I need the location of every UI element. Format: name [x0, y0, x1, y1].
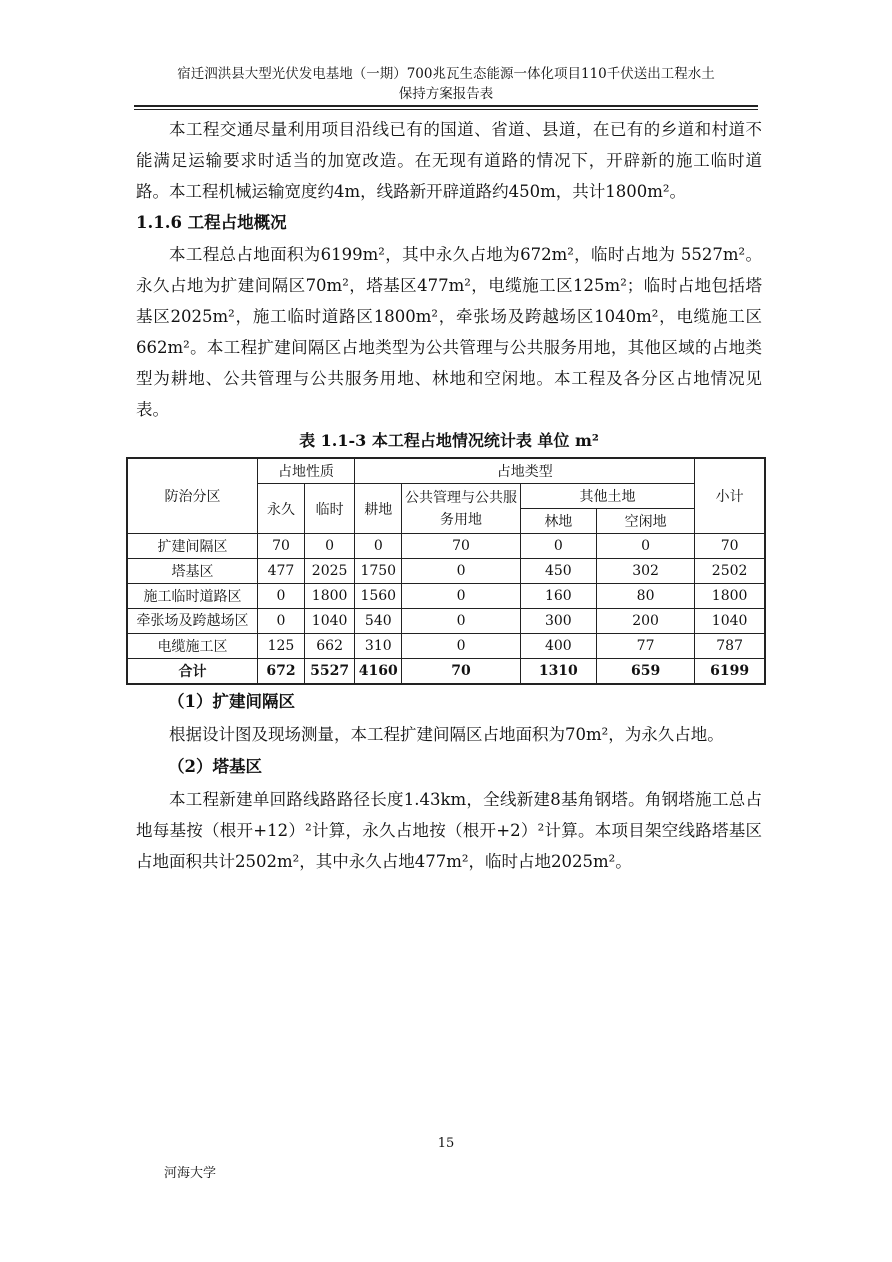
- document-body: [136, 114, 762, 877]
- cell-temporary: 0: [305, 534, 355, 559]
- cell-vacant: 77: [596, 634, 694, 659]
- intro-paragraph: 本工程交通尽量利用项目沿线已有的国道、省道、县道，在已有的乡道和村道不能满足运输要求时适当的加宽改造。在无现有道路的情况下，开辟新的施工临时道路。本工程机械运输宽度约4m，线路新开辟道路约450m，共计1800m²。: [136, 120, 762, 201]
- cell-forest: 450: [520, 559, 596, 584]
- page-header: [134, 64, 758, 104]
- cell-vacant: 659: [596, 659, 694, 685]
- cell-zone: 电缆施工区: [127, 634, 257, 659]
- cell-cultivated: 4160: [355, 659, 402, 685]
- section-heading: 1.1.6 工程占地概况: [136, 213, 287, 232]
- land-occupation-table: [126, 457, 766, 685]
- cell-cultivated: 1750: [355, 559, 402, 584]
- cell-temporary: 5527: [305, 659, 355, 685]
- header-permanent: 永久: [257, 484, 304, 534]
- cell-permanent: 672: [257, 659, 304, 685]
- header-forest: 林地: [520, 509, 596, 534]
- cell-permanent: 0: [257, 609, 304, 634]
- cell-subtotal: 2502: [695, 559, 765, 584]
- cell-zone: 合计: [127, 659, 257, 685]
- cell-public: 70: [402, 534, 520, 559]
- cell-permanent: 125: [257, 634, 304, 659]
- cell-temporary: 1040: [305, 609, 355, 634]
- cell-temporary: 1800: [305, 584, 355, 609]
- cell-public: 0: [402, 634, 520, 659]
- cell-vacant: 0: [596, 534, 694, 559]
- cell-subtotal: 1800: [695, 584, 765, 609]
- cell-zone: 扩建间隔区: [127, 534, 257, 559]
- cell-vacant: 302: [596, 559, 694, 584]
- cell-subtotal: 1040: [695, 609, 765, 634]
- header-zone: 防治分区: [127, 458, 257, 534]
- section-paragraph: 本工程总占地面积为6199m²，其中永久占地为672m²，临时占地为 5527m²。永久占地为扩建间隔区70m²，塔基区477m²，电缆施工区125m²；临时占地包括塔基区2025m²，施工临时道路区1800m²，牵张场及跨越场区1040m²，电缆施工区662m²。本工程扩建间隔区占地类型为公共管理与公共服务用地，其他区域的占地类型为耕地、公共管理与公共服务用地、林地和空闲地。本工程及各分区占地情况见表。: [136, 245, 762, 419]
- cell-cultivated: 0: [355, 534, 402, 559]
- table-row: [127, 634, 765, 659]
- table-row: [127, 559, 765, 584]
- page-number: 15: [437, 1136, 455, 1151]
- header-other: 其他土地: [520, 484, 695, 509]
- cell-public: 0: [402, 584, 520, 609]
- cell-forest: 0: [520, 534, 596, 559]
- header-title-line1: 宿迁泗洪县大型光伏发电基地（一期）700兆瓦生态能源一体化项目110千伏送出工程水土: [177, 66, 715, 82]
- table-title: 表 1.1-3 本工程占地情况统计表 单位 m²: [299, 431, 599, 450]
- subsection-paragraph: 本工程新建单回路线路路径长度1.43km，全线新建8基角钢塔。角钢塔施工总占地每基按（根开+12）²计算，永久占地按（根开+2）²计算。本项目架空线路塔基区占地面积共计2502m²，其中永久占地477m²，临时占地2025m²。: [136, 790, 762, 871]
- cell-cultivated: 310: [355, 634, 402, 659]
- cell-forest: 160: [520, 584, 596, 609]
- subsection-heading: （1）扩建间隔区: [168, 692, 295, 711]
- subsection-paragraph: 根据设计图及现场测量，本工程扩建间隔区占地面积为70m²，为永久占地。: [169, 725, 724, 744]
- header-rule: [134, 105, 758, 110]
- header-subtotal: 小计: [695, 458, 765, 534]
- cell-temporary: 2025: [305, 559, 355, 584]
- cell-forest: 300: [520, 609, 596, 634]
- cell-temporary: 662: [305, 634, 355, 659]
- header-vacant: 空闲地: [596, 509, 694, 534]
- table-row: [127, 609, 765, 634]
- header-temporary: 临时: [305, 484, 355, 534]
- cell-cultivated: 540: [355, 609, 402, 634]
- cell-zone: 牵张场及跨越场区: [127, 609, 257, 634]
- cell-zone: 塔基区: [127, 559, 257, 584]
- cell-forest: 1310: [520, 659, 596, 685]
- header-type: 占地类型: [355, 458, 695, 484]
- footer-organization: 河海大学: [164, 1166, 217, 1181]
- cell-subtotal: 6199: [695, 659, 765, 685]
- header-title-line2: 保持方案报告表: [398, 86, 494, 102]
- cell-public: 70: [402, 659, 520, 685]
- cell-permanent: 477: [257, 559, 304, 584]
- cell-subtotal: 787: [695, 634, 765, 659]
- cell-zone: 施工临时道路区: [127, 584, 257, 609]
- header-public: 公共管理与公共服务用地: [402, 484, 520, 534]
- cell-public: 0: [402, 609, 520, 634]
- table-total-row: [127, 659, 765, 685]
- cell-public: 0: [402, 559, 520, 584]
- cell-permanent: 0: [257, 584, 304, 609]
- table-row: [127, 584, 765, 609]
- cell-forest: 400: [520, 634, 596, 659]
- cell-subtotal: 70: [695, 534, 765, 559]
- cell-permanent: 70: [257, 534, 304, 559]
- subsection-heading: （2）塔基区: [168, 757, 262, 776]
- cell-vacant: 200: [596, 609, 694, 634]
- cell-vacant: 80: [596, 584, 694, 609]
- header-cultivated: 耕地: [355, 484, 402, 534]
- table-row: [127, 534, 765, 559]
- cell-cultivated: 1560: [355, 584, 402, 609]
- header-nature: 占地性质: [257, 458, 354, 484]
